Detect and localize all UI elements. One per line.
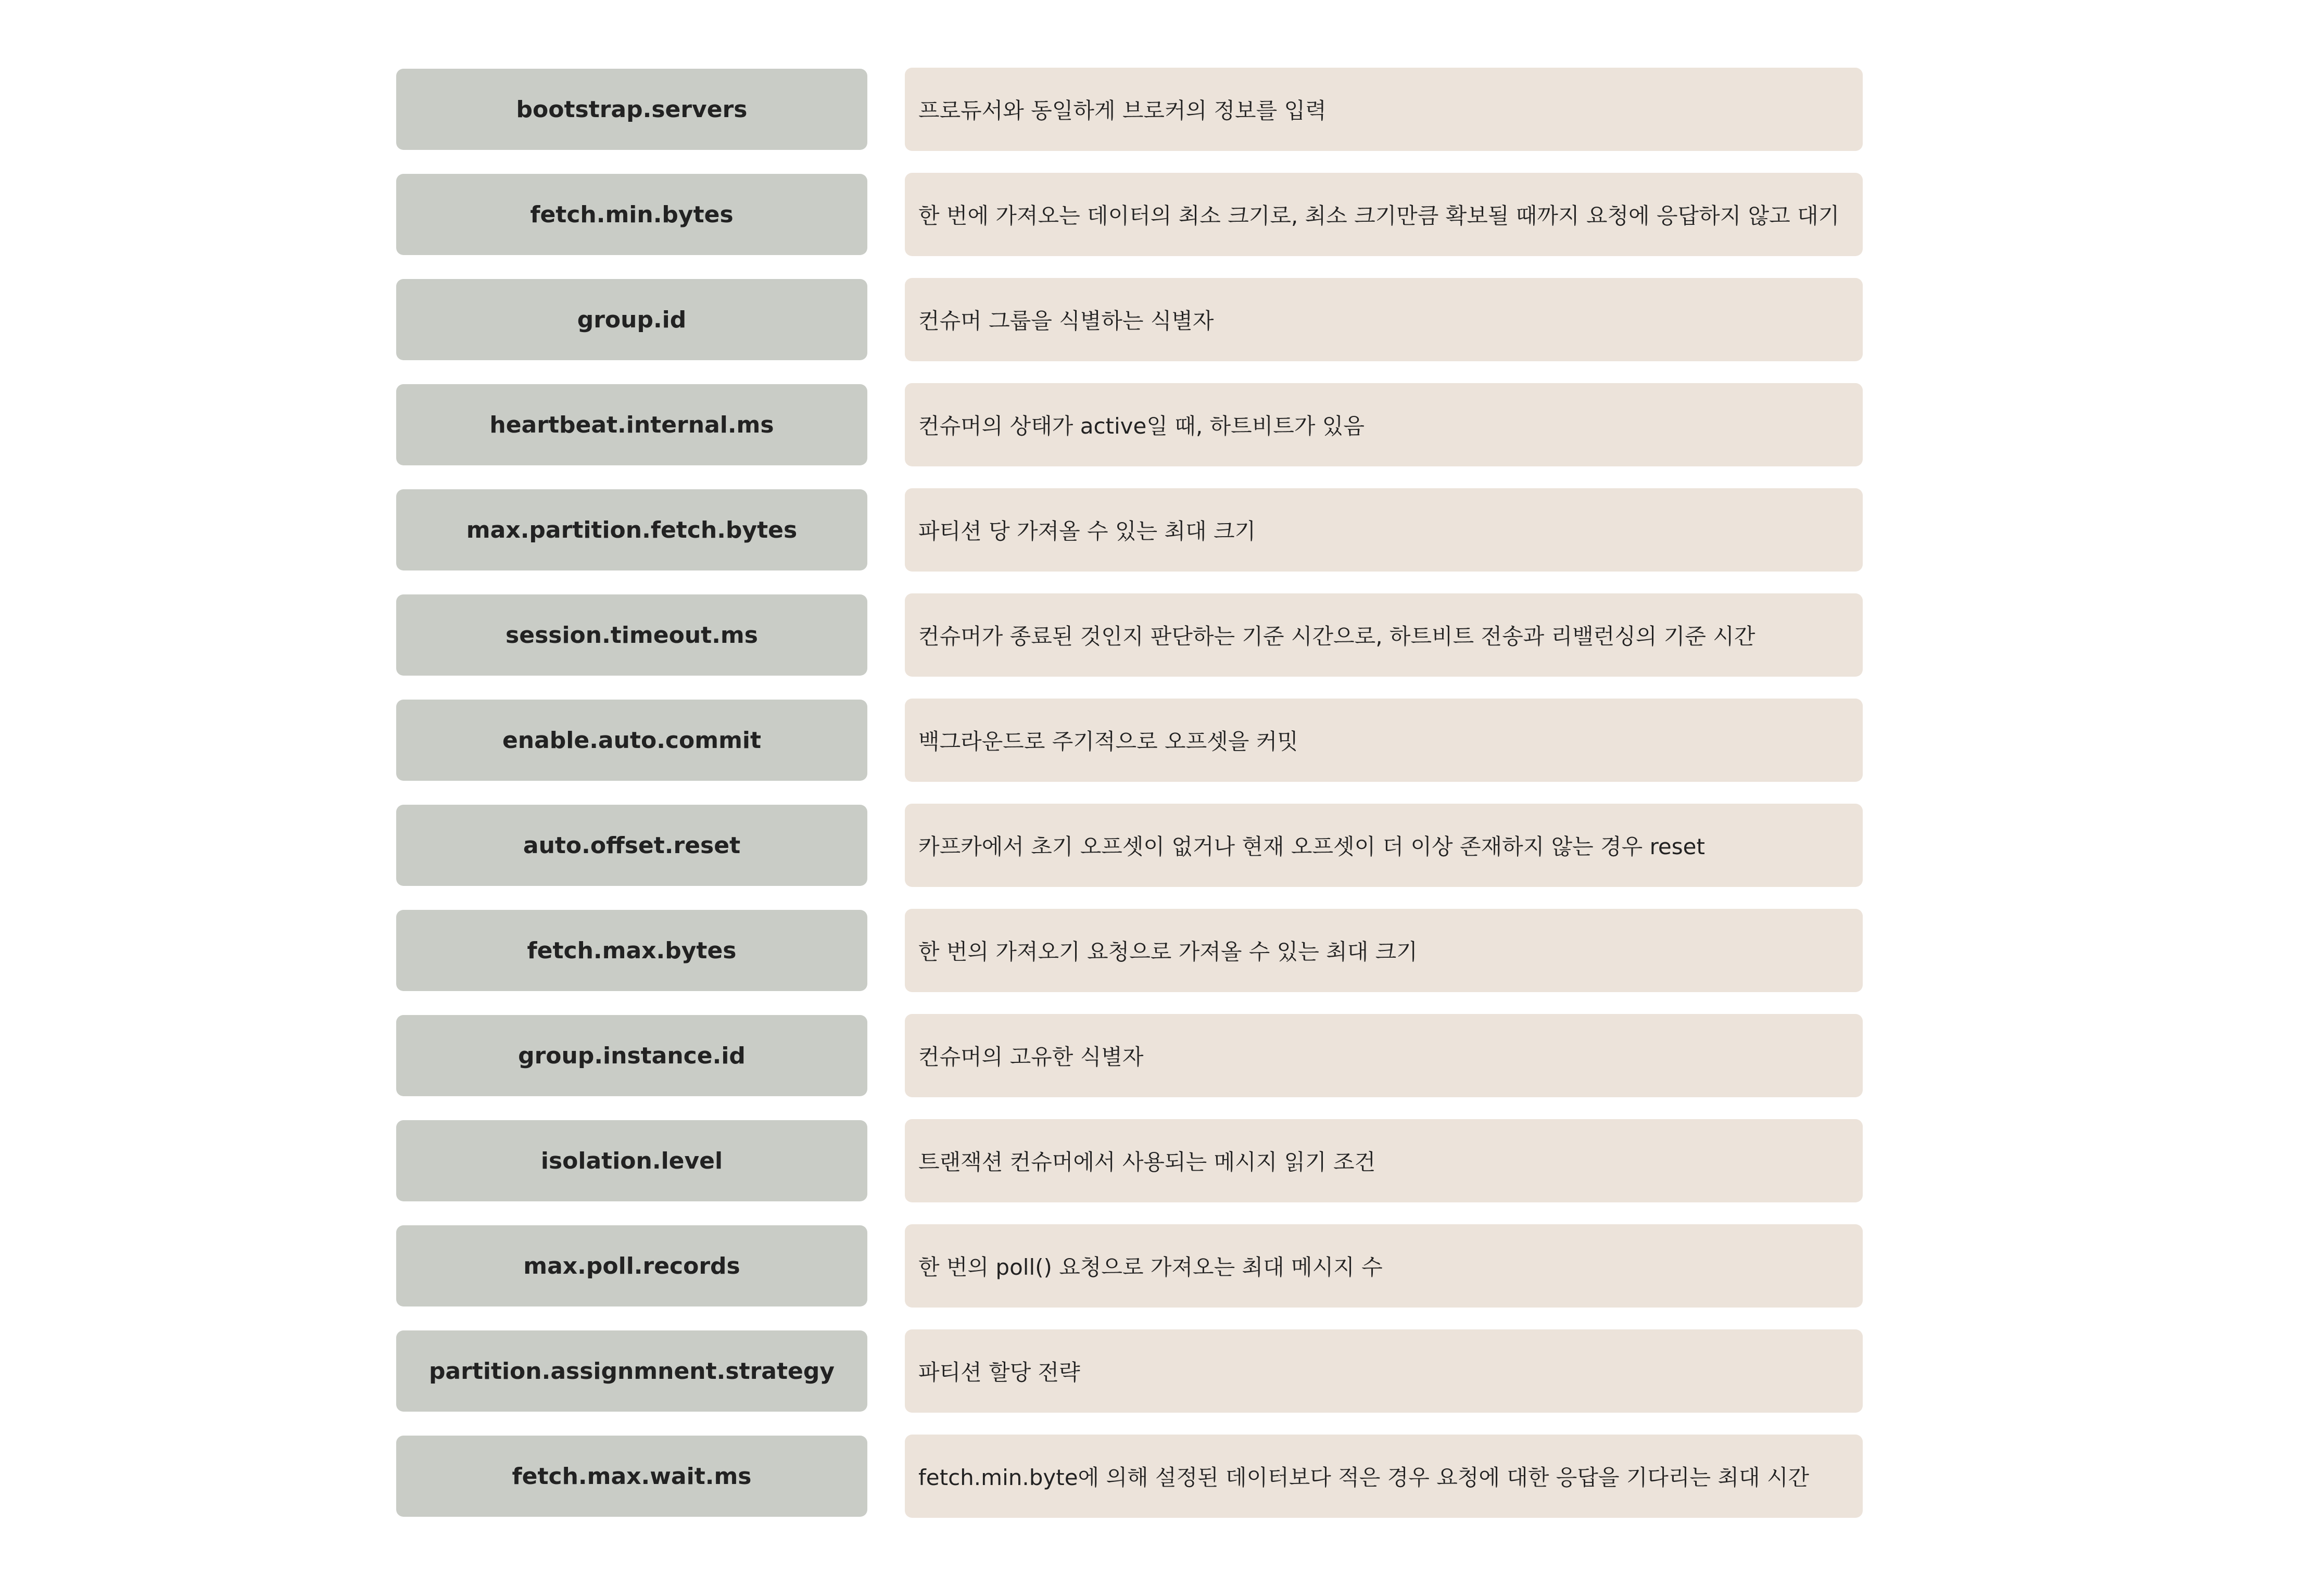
config-key: enable.auto.commit	[396, 700, 867, 781]
config-description: 한 번의 가져오기 요청으로 가져올 수 있는 최대 크기	[905, 909, 1863, 992]
config-description: 한 번의 poll() 요청으로 가져오는 최대 메시지 수	[905, 1224, 1863, 1308]
config-table	[396, 68, 1863, 1518]
config-key: fetch.max.wait.ms	[396, 1436, 867, 1517]
config-key: group.id	[396, 279, 867, 360]
config-description: 파티션 당 가져올 수 있는 최대 크기	[905, 488, 1863, 572]
config-row	[396, 804, 1863, 887]
config-key: auto.offset.reset	[396, 805, 867, 886]
config-key: group.instance.id	[396, 1015, 867, 1096]
config-key: max.partition.fetch.bytes	[396, 489, 867, 570]
config-key: fetch.max.bytes	[396, 910, 867, 991]
config-key: fetch.min.bytes	[396, 174, 867, 255]
config-description: 컨슈머 그룹을 식별하는 식별자	[905, 278, 1863, 361]
config-description: 프로듀서와 동일하게 브로커의 정보를 입력	[905, 68, 1863, 151]
config-key: partition.assignmnent.strategy	[396, 1330, 867, 1412]
config-row	[396, 173, 1863, 256]
config-row	[396, 909, 1863, 992]
config-description: 트랜잭션 컨슈머에서 사용되는 메시지 읽기 조건	[905, 1119, 1863, 1202]
config-description: 한 번에 가져오는 데이터의 최소 크기로, 최소 크기만큼 확보될 때까지 요청에 응답하지 않고 대기	[905, 173, 1863, 256]
config-key: max.poll.records	[396, 1225, 867, 1306]
config-row	[396, 383, 1863, 466]
config-description: 백그라운드로 주기적으로 오프셋을 커밋	[905, 699, 1863, 782]
config-description: 컨슈머의 상태가 active일 때, 하트비트가 있음	[905, 383, 1863, 466]
config-description: 컨슈머의 고유한 식별자	[905, 1014, 1863, 1097]
config-key: isolation.level	[396, 1120, 867, 1201]
config-description: fetch.min.byte에 의해 설정된 데이터보다 적은 경우 요청에 대한 응답을 기다리는 최대 시간	[905, 1435, 1863, 1518]
config-row	[396, 593, 1863, 677]
config-row	[396, 1014, 1863, 1097]
config-row	[396, 1119, 1863, 1202]
config-row	[396, 1329, 1863, 1413]
config-row	[396, 1224, 1863, 1308]
config-description: 컨슈머가 종료된 것인지 판단하는 기준 시간으로, 하트비트 전송과 리밸런싱의 기준 시간	[905, 593, 1863, 677]
config-row	[396, 488, 1863, 572]
config-description: 파티션 할당 전략	[905, 1329, 1863, 1413]
config-key: heartbeat.internal.ms	[396, 384, 867, 465]
config-row	[396, 278, 1863, 361]
config-key: bootstrap.servers	[396, 69, 867, 150]
config-key: session.timeout.ms	[396, 594, 867, 676]
config-description: 카프카에서 초기 오프셋이 없거나 현재 오프셋이 더 이상 존재하지 않는 경우 reset	[905, 804, 1863, 887]
config-row	[396, 68, 1863, 151]
config-row	[396, 699, 1863, 782]
config-row	[396, 1435, 1863, 1518]
